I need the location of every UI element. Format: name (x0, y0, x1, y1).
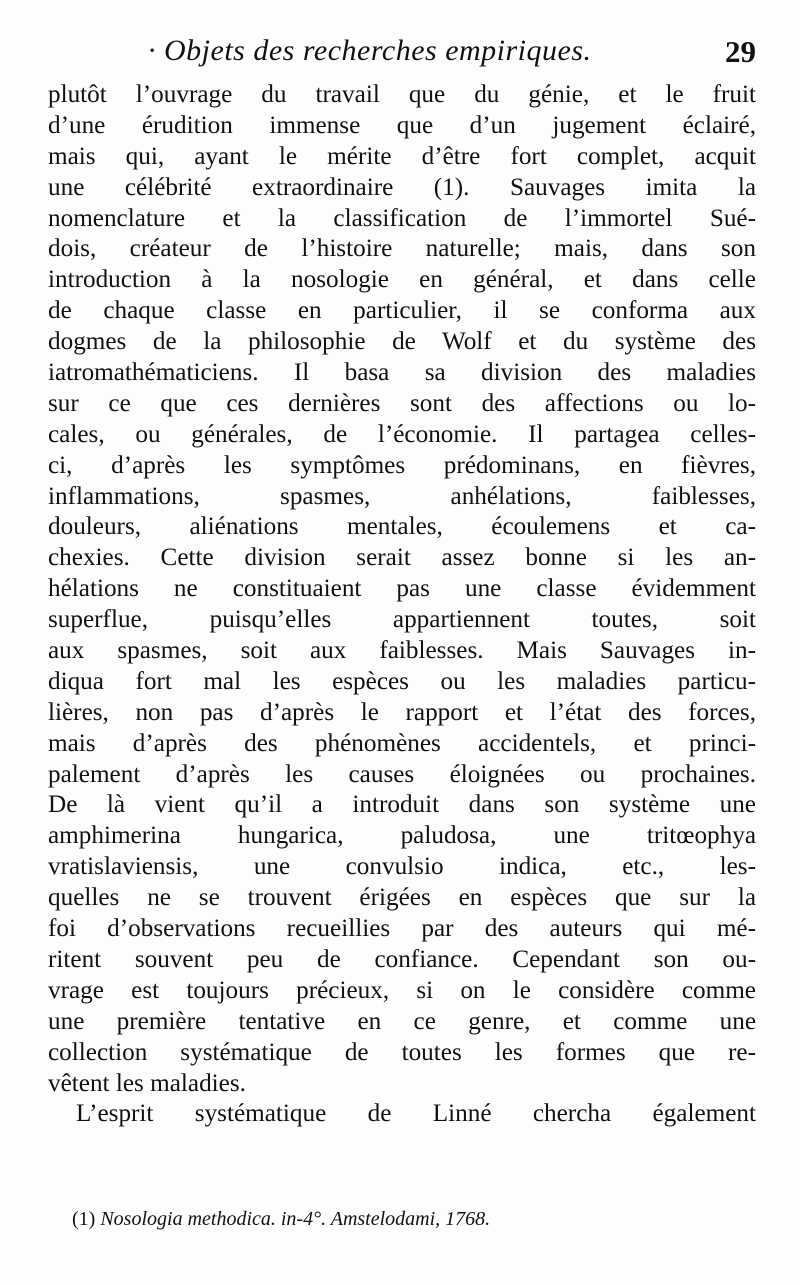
text-line: chexies. Cette division serait assez bonne si les an- (48, 544, 756, 572)
text-line: plutôt l’ouvrage du travail que du génie, et le fruit (48, 81, 756, 108)
text-line: vrage est toujours précieux, si on le considère comme (48, 976, 756, 1004)
text-line: aux spasmes, soit aux faiblesses. Mais Sauvages in- (48, 637, 756, 665)
text-line: nomenclature et la classification de l’immortel Sué- (48, 204, 756, 232)
text-line: hélations ne constituaient pas une classe évidemment (48, 575, 756, 603)
text-line: collection systématique de toutes les formes que re- (48, 1038, 756, 1066)
text-line: dois, créateur de l’histoire naturelle; mais, dans son (48, 235, 756, 263)
text-line: superflue, puisqu’elles appartiennent toutes, soit (48, 606, 756, 634)
text-line: diqua fort mal les espèces ou les maladies particu- (48, 667, 756, 695)
running-title: · Objets des recherches empiriques. (148, 34, 592, 67)
text-line: palement d’après les causes éloignées ou prochaines. (48, 760, 756, 788)
text-line: lières, non pas d’après le rapport et l’état des forces, (48, 698, 756, 726)
text-line: foi d’observations recueillies par des auteurs qui mé- (48, 915, 756, 943)
text-line-paragraph-end: vêtent les maladies. (48, 1069, 246, 1097)
text-line: dogmes de la philosophie de Wolf et du système des (48, 328, 756, 356)
text-line: introduction à la nosologie en général, et dans celle (48, 266, 756, 294)
text-line: quelles ne se trouvent érigées en espèces que sur la (48, 884, 756, 912)
text-line: inflammations, spasmes, anhélations, faiblesses, (48, 482, 756, 510)
text-line: sur ce que ces dernières sont des affections ou lo- (48, 389, 756, 417)
text-line: mais d’après des phénomènes accidentels, et princi- (48, 729, 756, 757)
text-line: une première tentative en ce genre, et comme une (48, 1007, 756, 1035)
footnote (72, 1208, 712, 1231)
body-text (48, 80, 756, 1130)
text-line: amphimerina hungarica, paludosa, une tritœophya (48, 822, 756, 850)
text-line: une célébrité extraordinaire (1). Sauvages imita la (48, 173, 756, 201)
text-line: mais qui, ayant le mérite d’être fort complet, acquit (48, 142, 756, 170)
text-line: douleurs, aliénations mentales, écoulemens et ca- (48, 513, 756, 541)
text-line: de chaque classe en particulier, il se conforma aux (48, 297, 756, 325)
text-line: iatromathématiciens. Il basa sa division des maladies (48, 359, 756, 387)
text-line: De là vient qu’il a introduit dans son système une (48, 791, 756, 819)
footnote-text: Nosologia methodica. in-4°. Amstelodami, 1768. (100, 1208, 491, 1230)
page-number: 29 (725, 34, 756, 69)
text-line: ritent souvent peu de confiance. Cependant son ou- (48, 945, 756, 973)
text-line: ci, d’après les symptômes prédominans, en fièvres, (48, 451, 756, 479)
text-line: cales, ou générales, de l’économie. Il partagea celles- (48, 420, 756, 448)
text-line: d’une érudition immense que d’un jugement éclairé, (48, 111, 756, 139)
page-header (48, 32, 756, 76)
text-line-new-paragraph: L’esprit systématique de Linné chercha également (76, 1100, 756, 1128)
text-line: vratislaviensis, une convulsio indica, etc., les- (48, 853, 756, 881)
footnote-marker: (1) (72, 1208, 96, 1230)
